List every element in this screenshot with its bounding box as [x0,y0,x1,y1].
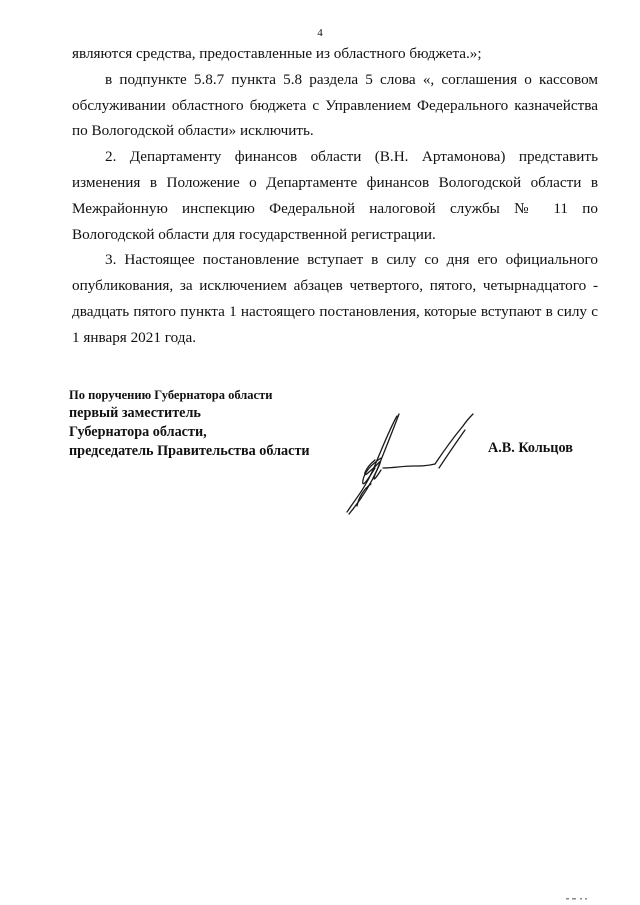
signatory-title-block [69,386,310,461]
signatory-line-authority: По поручению Губернатора области [69,388,273,402]
paragraph-continuation: являются средства, предоставленные из областного бюджета.»; [72,45,482,62]
paragraph-item-3: 3. Настоящее постановление вступает в силу со дня его официального опубликования, за исключением абзацев четвертого, пятого, четырнадцатого - двадцать пятого пункта 1 настоящего постановления, которые вступают в силу с 1 января 2021 года. [72,251,598,346]
paragraph-item-2: 2. Департаменту финансов области (В.Н. Артамонова) представить изменения в Положение о Департаменте финансов Вологодской области в Межрайонную инспекцию Федеральной налоговой службы № 11 по Вологодской области для государственной регистрации. [72,148,598,243]
scan-artifact [566,898,588,900]
signatory-line-position-3: председатель Правительства области [69,443,310,459]
paragraph-subclause-5-8-7: в подпункте 5.8.7 пункта 5.8 раздела 5 слова «, соглашения о кассовом обслуживании областного бюджета с Управлением Федерального казначейства по Вологодской области» исключить. [72,70,598,140]
signatory-line-position: первый заместитель [69,405,201,421]
page-number: 4 [317,27,323,39]
handwritten-signature [335,408,485,520]
signer-name: А.В. Кольцов [488,440,573,456]
document-body [72,41,598,351]
signatory-line-position-2: Губернатора области, [69,424,207,440]
